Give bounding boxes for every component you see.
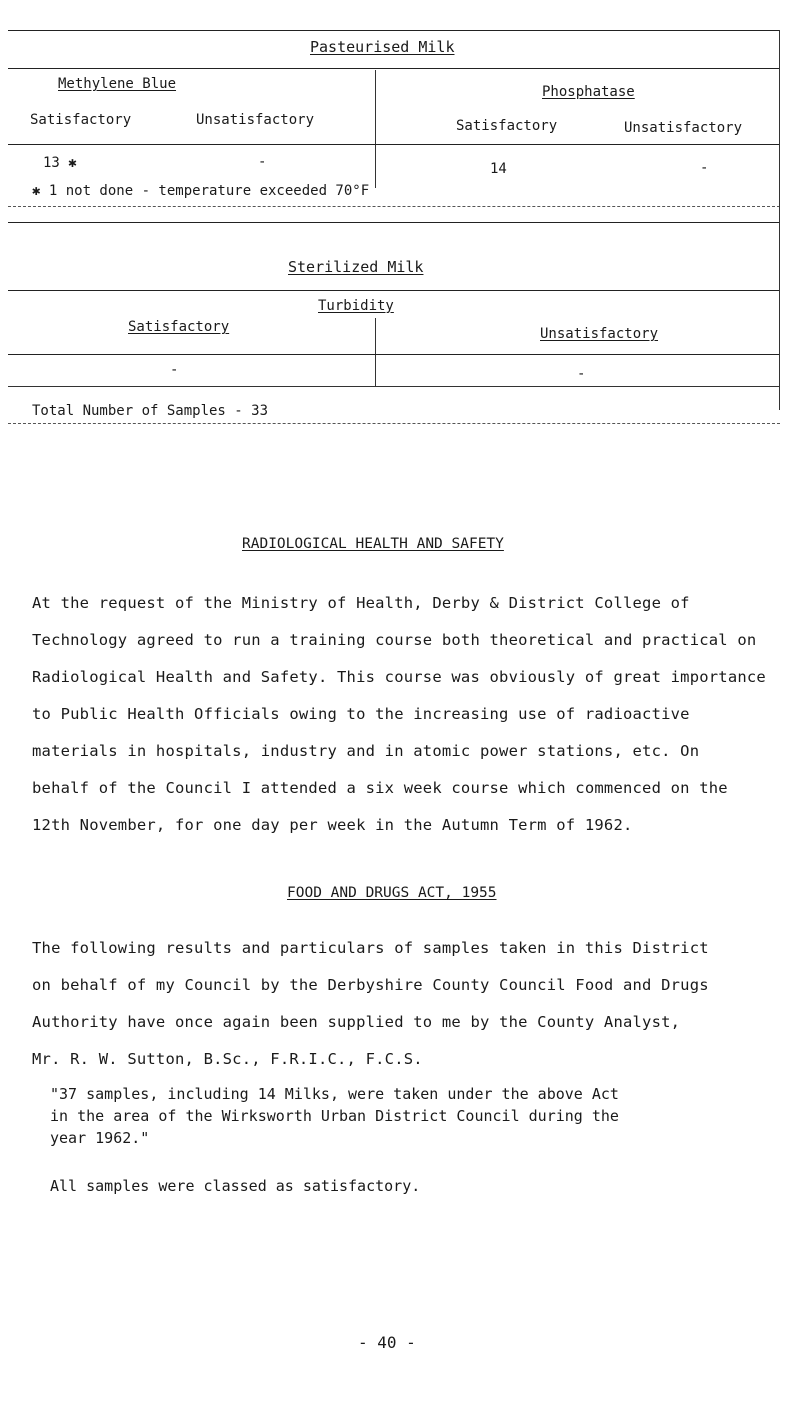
paragraph-line: 12th November, for one day per week in the Autumn Term of 1962.	[32, 816, 633, 834]
divider	[8, 423, 780, 424]
pasteurised-footnote: ✱ 1 not done - temperature exceeded 70°F	[32, 183, 370, 199]
page-number: - 40 -	[358, 1333, 416, 1352]
paragraph-line: behalf of the Council I attended a six week course which commenced on the	[32, 779, 728, 797]
divider	[8, 206, 780, 207]
paragraph-line: Technology agreed to run a training course both theoretical and practical on	[32, 631, 757, 649]
methylene-unsatisfactory-label: Unsatisfactory	[196, 112, 315, 128]
quote-line: year 1962."	[50, 1129, 150, 1147]
sterilized-unsatisfactory-label: Unsatisfactory	[540, 326, 659, 342]
food-drugs-conclusion: All samples were classed as satisfactory.	[50, 1177, 421, 1195]
food-drugs-heading: FOOD AND DRUGS ACT, 1955	[287, 885, 497, 901]
radiological-heading: RADIOLOGICAL HEALTH AND SAFETY	[242, 536, 504, 552]
sterilized-satisfactory-value: -	[170, 362, 179, 378]
phosphatase-unsatisfactory-label: Unsatisfactory	[624, 120, 743, 136]
column-divider	[375, 318, 376, 386]
paragraph-line: on behalf of my Council by the Derbyshire County Council Food and Drugs	[32, 976, 709, 994]
phosphatase-unsatisfactory-value: -	[700, 160, 709, 176]
paragraph-line: The following results and particulars of samples taken in this District	[32, 939, 709, 957]
divider	[8, 68, 780, 69]
divider	[8, 386, 780, 387]
sterilized-title: Sterilized Milk	[288, 258, 424, 276]
table-top-border	[8, 30, 780, 31]
paragraph-line: At the request of the Ministry of Health, Derby & District College of	[32, 594, 690, 612]
methylene-satisfactory-value: 13 ✱	[43, 155, 77, 171]
paragraph-line: materials in hospitals, industry and in atomic power stations, etc. On	[32, 742, 700, 760]
paragraph-line: Mr. R. W. Sutton, B.Sc., F.R.I.C., F.C.S.	[32, 1050, 423, 1068]
divider	[8, 354, 780, 355]
paragraph-line: Radiological Health and Safety. This course was obviously of great importance	[32, 668, 766, 686]
total-samples: Total Number of Samples - 33	[32, 403, 269, 419]
paragraph-line: Authority have once again been supplied to me by the County Analyst,	[32, 1013, 681, 1031]
pasteurised-title: Pasteurised Milk	[310, 38, 455, 56]
methylene-satisfactory-label: Satisfactory	[30, 112, 132, 128]
sterilized-satisfactory-label: Satisfactory	[128, 319, 230, 335]
quote-line: "37 samples, including 14 Milks, were taken under the above Act	[50, 1085, 619, 1103]
quote-line: in the area of the Wirksworth Urban District Council during the	[50, 1107, 619, 1125]
divider	[8, 222, 780, 223]
phosphatase-satisfactory-value: 14	[490, 161, 507, 177]
table-right-border	[779, 30, 780, 410]
phosphatase-satisfactory-label: Satisfactory	[456, 118, 558, 134]
divider	[8, 144, 780, 145]
paragraph-line: to Public Health Officials owing to the increasing use of radioactive	[32, 705, 690, 723]
divider	[8, 290, 780, 291]
sterilized-unsatisfactory-value: -	[577, 366, 586, 382]
turbidity-heading: Turbidity	[318, 298, 394, 314]
methylene-blue-heading: Methylene Blue	[58, 76, 177, 92]
column-divider	[375, 70, 376, 188]
methylene-unsatisfactory-value: -	[258, 154, 267, 170]
phosphatase-heading: Phosphatase	[542, 84, 635, 100]
